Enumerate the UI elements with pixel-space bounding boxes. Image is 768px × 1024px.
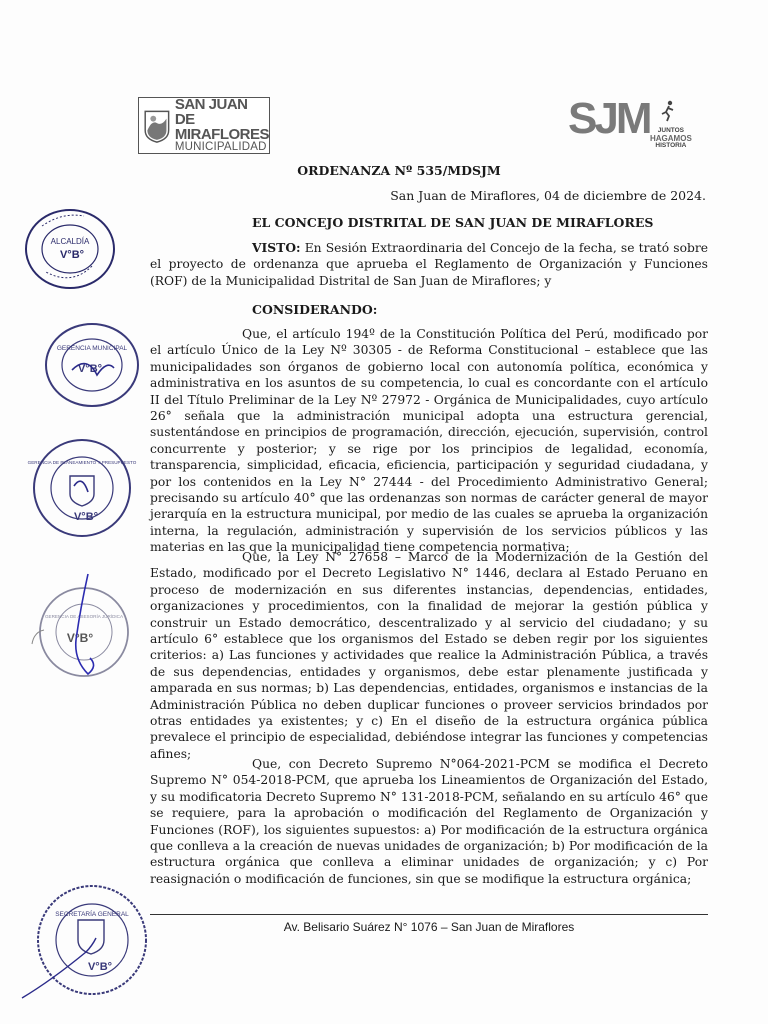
municipality-logo: [138, 97, 270, 154]
footer-address: Av. Belisario Suárez N° 1076 – San Juan de Miraflores: [283, 920, 575, 934]
stamp-inner-text: ALCALDÍA: [50, 237, 90, 246]
logo-line-1: SAN JUAN DE: [174, 96, 248, 129]
visto-text: En Sesión Extraordinaria del Concejo de la fecha, se trató sobre el proyecto de ordenanza que aprueba el Reglamento de Organización y Funciones (ROF) de la Municipalidad Distrital de San Juan de Miraflores; y: [150, 241, 708, 288]
considerando-heading: CONSIDERANDO:: [252, 302, 378, 317]
seal-icon: [42, 320, 142, 410]
paragraph-1-text: Que, el artículo 194º de la Constitución Política del Perú, modificado por el artículo Único de la Ley Nº 30305 - de Reforma Constitucional – establece que las municipalidades son órganos de gobierno local con autonomía política, económica y administrativa en los asuntos de su competencia, lo cual es concordante con el artículo II del Título Preliminar de la Ley Nº 27972 - Orgánica de Municipalidades, cuyo artículo 26° señala que la administración municipal adopta una estructura gerencial, sustentándose en principios de programación, dirección, ejecución, supervisión, control concurrente y posterior; y se rige por los principios de legalidad, economía, transparencia, simplicidad, eficacia, eficiencia, participación y seguridad ciudadana, y por los contenidos en la Ley N° 27444 - del Procedimiento Administrativo General; precisando su artículo 40° que las ordenanzas son normas de carácter general de mayor jerarquía en la estructura municipal, por medio de las cuales se aprueba la organización interna, la regulación, administración y supervisión de los servicios públicos y las materias en las que la municipalidad tiene competencia normativa;: [150, 327, 708, 555]
considerando-paragraph-3: [150, 756, 708, 887]
stamp-planeamiento: [27, 436, 137, 544]
logo-line-3: MUNICIPALIDAD: [174, 141, 267, 154]
tagline-2: HAGAMOS: [650, 133, 692, 143]
date-line: San Juan de Miraflores, 04 de diciembre de 2024.: [390, 188, 706, 203]
stamp-gerencia-municipal: [42, 320, 142, 414]
seal-icon: [22, 880, 146, 1000]
visto-label: VISTO:: [252, 240, 301, 255]
stamp-vb: V°B°: [66, 631, 94, 645]
paragraph-2-text: Que, la Ley N° 27658 – Marco de la Modernización de la Gestión del Estado, modificado por el Decreto Legislativo N° 1446, declara al Estado Peruano en proceso de modernización en sus diferentes instancias, dependencias, entidades, organizaciones y procedimientos, con la finalidad de mejorar la gestión pública y construir un Estado democrático, descentralizado y al servicio del ciudadano; y su artículo 6° establece que los organismos del Estado se deben regir por los siguientes criterios: a) Las funciones y actividades que realice la Administración Pública, a través de sus dependencias, entidades y organismos, debe estar plenamente justificada y amparada en sus normas; b) Las dependencias, entidades, organismos e instancias de la Administración Pública no deben duplicar funciones o proveer servicios brindados por otras entidades ya existentes; y c) En el diseño de la estructura orgánica pública prevalece el principio de especialidad, debiéndose integrar las funciones y competencias afines;: [150, 550, 708, 761]
considerando-paragraph-2: [150, 549, 708, 762]
footer-divider: [150, 914, 708, 915]
stamp-vb: V°B°: [77, 363, 103, 375]
logo-line-2: MIRAFLORES: [174, 126, 269, 144]
sjm-mark: SJM: [568, 94, 650, 143]
tagline-1: JUNTOS: [657, 127, 685, 134]
stamp-alcaldia: [22, 206, 118, 296]
stamp-inner-text: GERENCIA DE PLANEAMIENTO Y PRESUPUESTO: [27, 460, 137, 465]
tagline-3: HISTORIA: [655, 142, 687, 150]
stamp-vb: V°B°: [73, 511, 99, 523]
stamp-inner-text: SECRETARÍA GENERAL: [55, 911, 129, 918]
stamp-vb: V°B°: [59, 249, 85, 261]
brand-tagline: [650, 128, 692, 150]
stamp-inner-text: GERENCIA DE ASESORÍA JURÍDICA: [44, 614, 124, 619]
paragraph-3-text: Que, con Decreto Supremo N°064-2021-PCM se modifica el Decreto Supremo N° 054-2018-PCM, que aprueba los Lineamientos de Organización del Estado, y su modificatoria Decreto Supremo N° 131-2018-PCM, señalando en su artículo 46° que se requiere, para la aprobación o modificación del Reglamento de Organización y Funciones (ROF), los siguientes supuestos: a) Por modificación de la estructura orgánica que conlleva a la creación de nuevas unidades de organización; b) Por modificación de la estructura orgánica que conlleva a eliminar unidades de organización; y c) Por reasignación o modificación de funciones, sin que se modifique la estructura orgánica;: [150, 757, 708, 886]
stamp-inner-text: GERENCIA MUNICIPAL: [56, 345, 128, 352]
council-heading: EL CONCEJO DISTRITAL DE SAN JUAN DE MIRAFLORES: [252, 215, 654, 230]
runner-icon: [660, 100, 676, 122]
seal-icon: [27, 436, 137, 540]
sjm-brand-logo: [568, 94, 692, 150]
seal-icon: [28, 570, 132, 680]
coat-of-arms-icon: [143, 102, 171, 150]
stamp-secretaria-general: [22, 880, 146, 1004]
visto-paragraph: [150, 240, 708, 289]
ordinance-title: ORDENANZA Nº 535/MDSJM: [297, 163, 501, 178]
stamp-asesoria-juridica: [28, 570, 132, 684]
considerando-paragraph-1: [150, 326, 708, 556]
seal-icon: [22, 206, 118, 292]
stamp-vb: V°B°: [87, 961, 113, 973]
